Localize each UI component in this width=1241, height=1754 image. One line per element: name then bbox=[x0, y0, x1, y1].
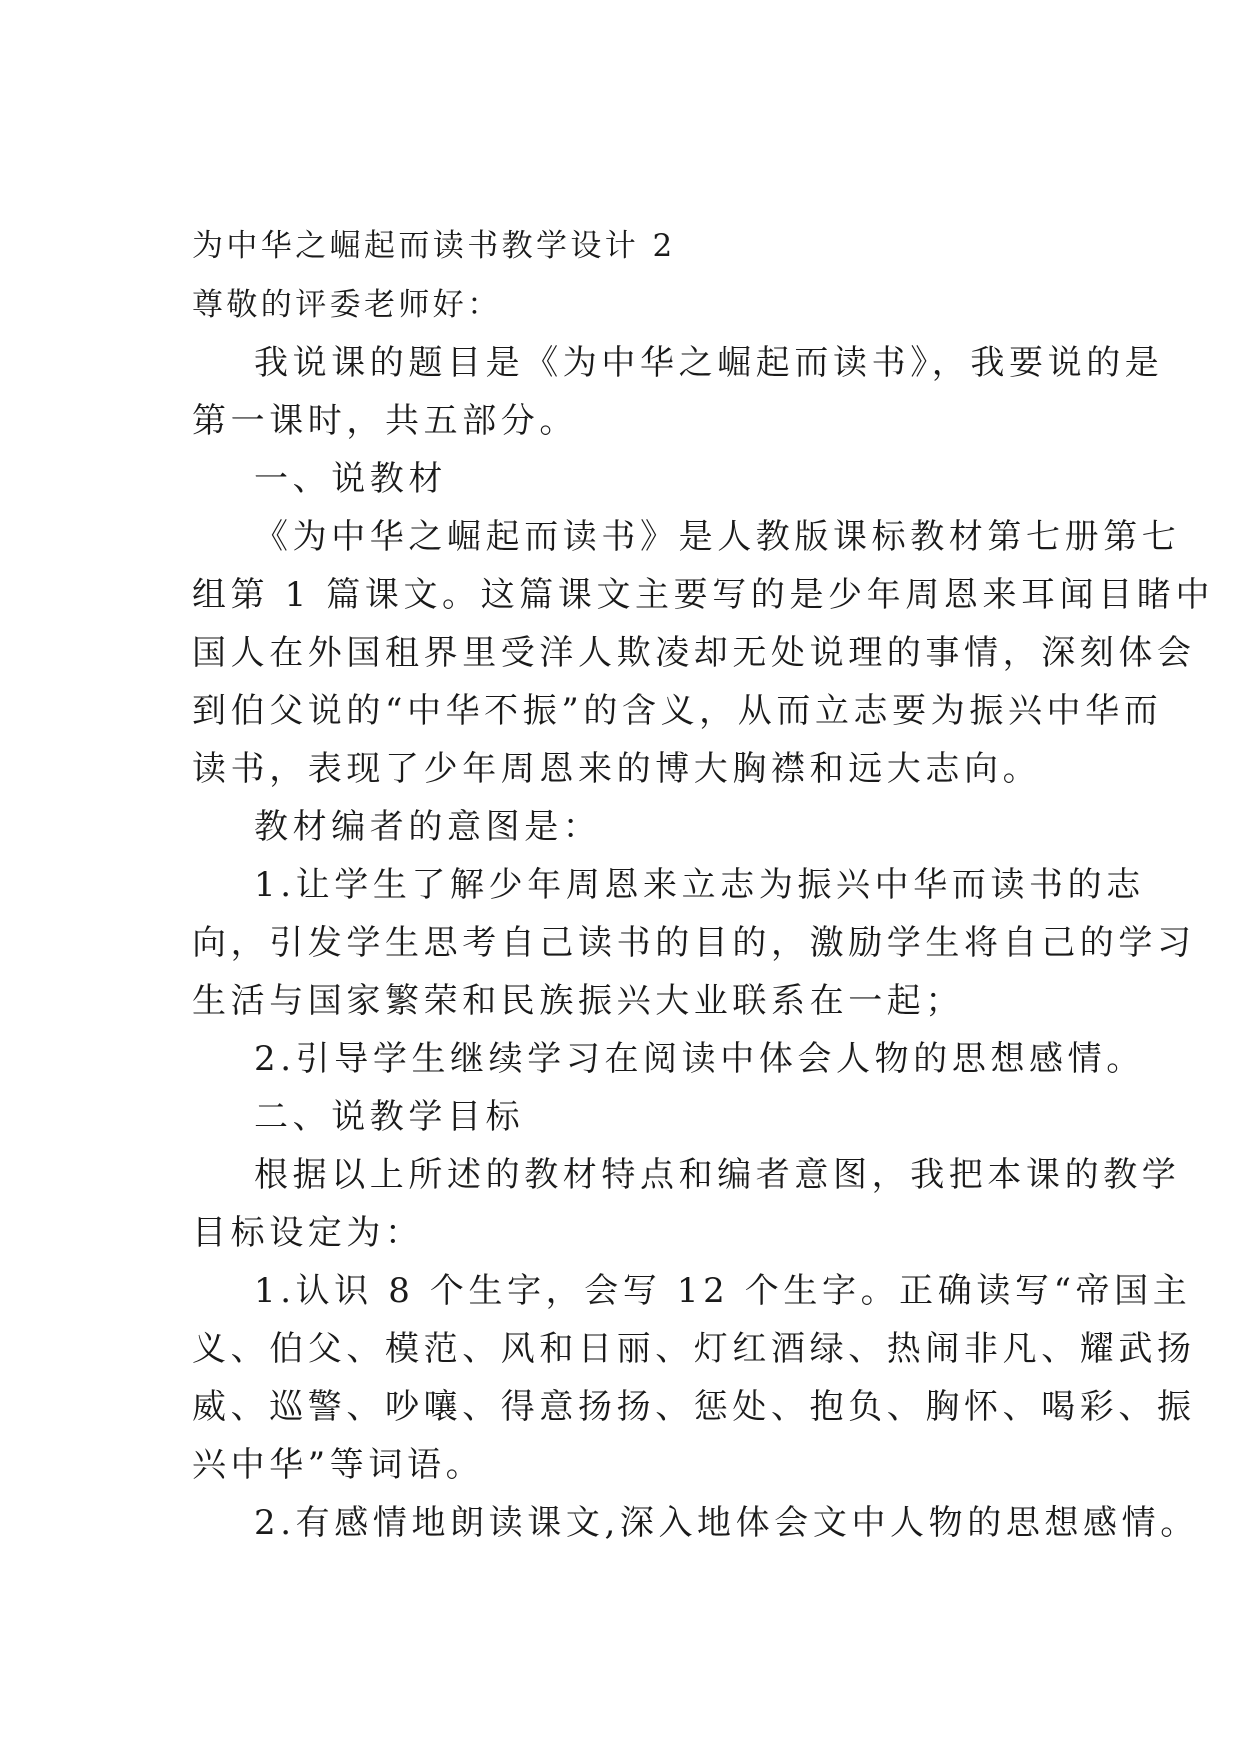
text-line: 兴中华”等词语。 bbox=[192, 1445, 485, 1485]
greeting: 尊敬的评委老师好： bbox=[192, 287, 502, 323]
section-heading-materials: 一、说教材 bbox=[254, 459, 447, 499]
text-line: 1.让学生了解少年周恩来立志为振兴中华而读书的志 bbox=[254, 865, 1145, 905]
text-line: 《为中华之崛起而读书》是人教版课标教材第七册第七 bbox=[254, 517, 1181, 557]
text-line: 目标设定为： bbox=[192, 1213, 424, 1253]
text-line: 第一课时，共五部分。 bbox=[192, 401, 578, 441]
text-line: 义、伯父、模范、风和日丽、灯红酒绿、热闹非凡、耀武扬 bbox=[192, 1329, 1196, 1369]
goals-intro-paragraph bbox=[0, 1154, 1241, 1270]
text-line: 到伯父说的“中华不振”的含义，从而立志要为振兴中华而 bbox=[192, 691, 1163, 731]
goal-item-1 bbox=[0, 1270, 1241, 1502]
text-line: 国人在外国租界里受洋人欺凌却无处说理的事情，深刻体会 bbox=[192, 633, 1196, 673]
intent-label: 教材编者的意图是： bbox=[254, 807, 602, 847]
intent-item-2: 2.引导学生继续学习在阅读中体会人物的思想感情。 bbox=[254, 1039, 1145, 1079]
text-line: 1.认识 8 个生字，会写 12 个生字。正确读写“帝国主 bbox=[254, 1271, 1192, 1311]
text-line: 组第 1 篇课文。这篇课文主要写的是少年周恩来耳闻目睹中 bbox=[192, 575, 1215, 615]
materials-paragraph bbox=[0, 516, 1241, 806]
intent-item-1 bbox=[0, 864, 1241, 1038]
text-line: 向，引发学生思考自己读书的目的，激励学生将自己的学习 bbox=[192, 923, 1196, 963]
text-line: 我说课的题目是《为中华之崛起而读书》，我要说的是 bbox=[254, 343, 1164, 383]
intro-paragraph bbox=[0, 342, 1241, 458]
text-line: 生活与国家繁荣和民族振兴大业联系在一起； bbox=[192, 981, 964, 1021]
text-line: 威、巡警、吵嚷、得意扬扬、惩处、抱负、胸怀、喝彩、振 bbox=[192, 1387, 1196, 1427]
goal-item-2: 2.有感情地朗读课文,深入地体会文中人物的思想感情。 bbox=[254, 1503, 1199, 1543]
text-line: 读书，表现了少年周恩来的博大胸襟和远大志向。 bbox=[192, 749, 1042, 789]
section-heading-goals: 二、说教学目标 bbox=[254, 1097, 525, 1137]
text-line: 根据以上所述的教材特点和编者意图，我把本课的教学 bbox=[254, 1155, 1181, 1195]
document-title: 为中华之崛起而读书教学设计 2 bbox=[192, 228, 676, 264]
